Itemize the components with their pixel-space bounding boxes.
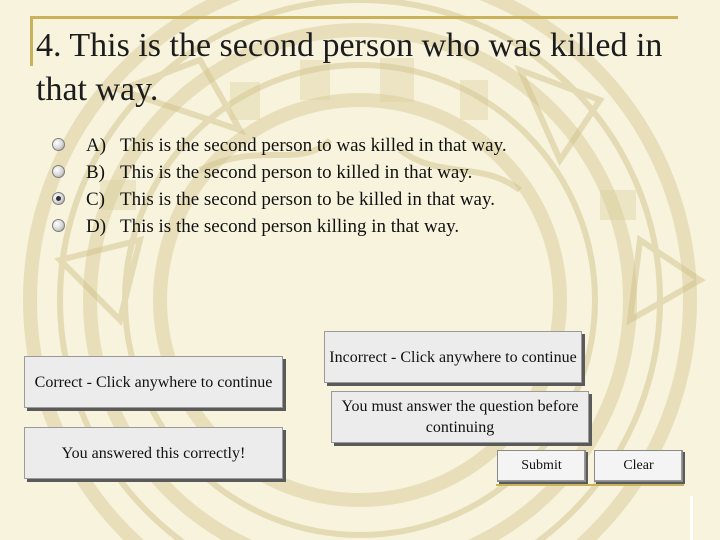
choice-a[interactable] — [52, 132, 522, 159]
radio-button-icon[interactable] — [52, 219, 65, 232]
choice-letter: C) — [86, 189, 105, 210]
radio-button-icon[interactable] — [52, 165, 65, 178]
choice-text: This is the second person killing in that way. — [120, 216, 460, 237]
answer-choices — [52, 132, 522, 240]
choice-d[interactable] — [52, 213, 522, 240]
choice-letter: D) — [86, 216, 107, 237]
must-answer-feedback-box: You must answer the question before continuing — [331, 391, 589, 443]
radio-button-selected-icon[interactable] — [52, 192, 65, 205]
right-edge-strip — [690, 496, 693, 540]
question-title: 4. This is the second person who was killed in that way. — [36, 27, 663, 108]
radio-button-icon[interactable] — [52, 138, 65, 151]
choice-text: This is the second person to be killed in that way. — [120, 189, 495, 210]
choice-letter: B) — [86, 162, 105, 183]
choice-b[interactable] — [52, 159, 522, 186]
choice-c[interactable] — [52, 186, 522, 213]
title-frame-left — [30, 16, 33, 66]
title-frame-top — [30, 16, 678, 19]
incorrect-feedback-box[interactable]: Incorrect - Click anywhere to continue — [324, 331, 582, 383]
choice-text: This is the second person to killed in that way. — [120, 162, 473, 183]
clear-button[interactable]: Clear — [594, 450, 683, 482]
button-divider — [496, 484, 684, 486]
submit-button[interactable]: Submit — [497, 450, 586, 482]
answered-correctly-box[interactable]: You answered this correctly! — [24, 427, 283, 479]
correct-feedback-box[interactable]: Correct - Click anywhere to continue — [24, 356, 283, 408]
choice-text: This is the second person to was killed in that way. — [120, 135, 507, 156]
choice-letter: A) — [86, 135, 107, 156]
